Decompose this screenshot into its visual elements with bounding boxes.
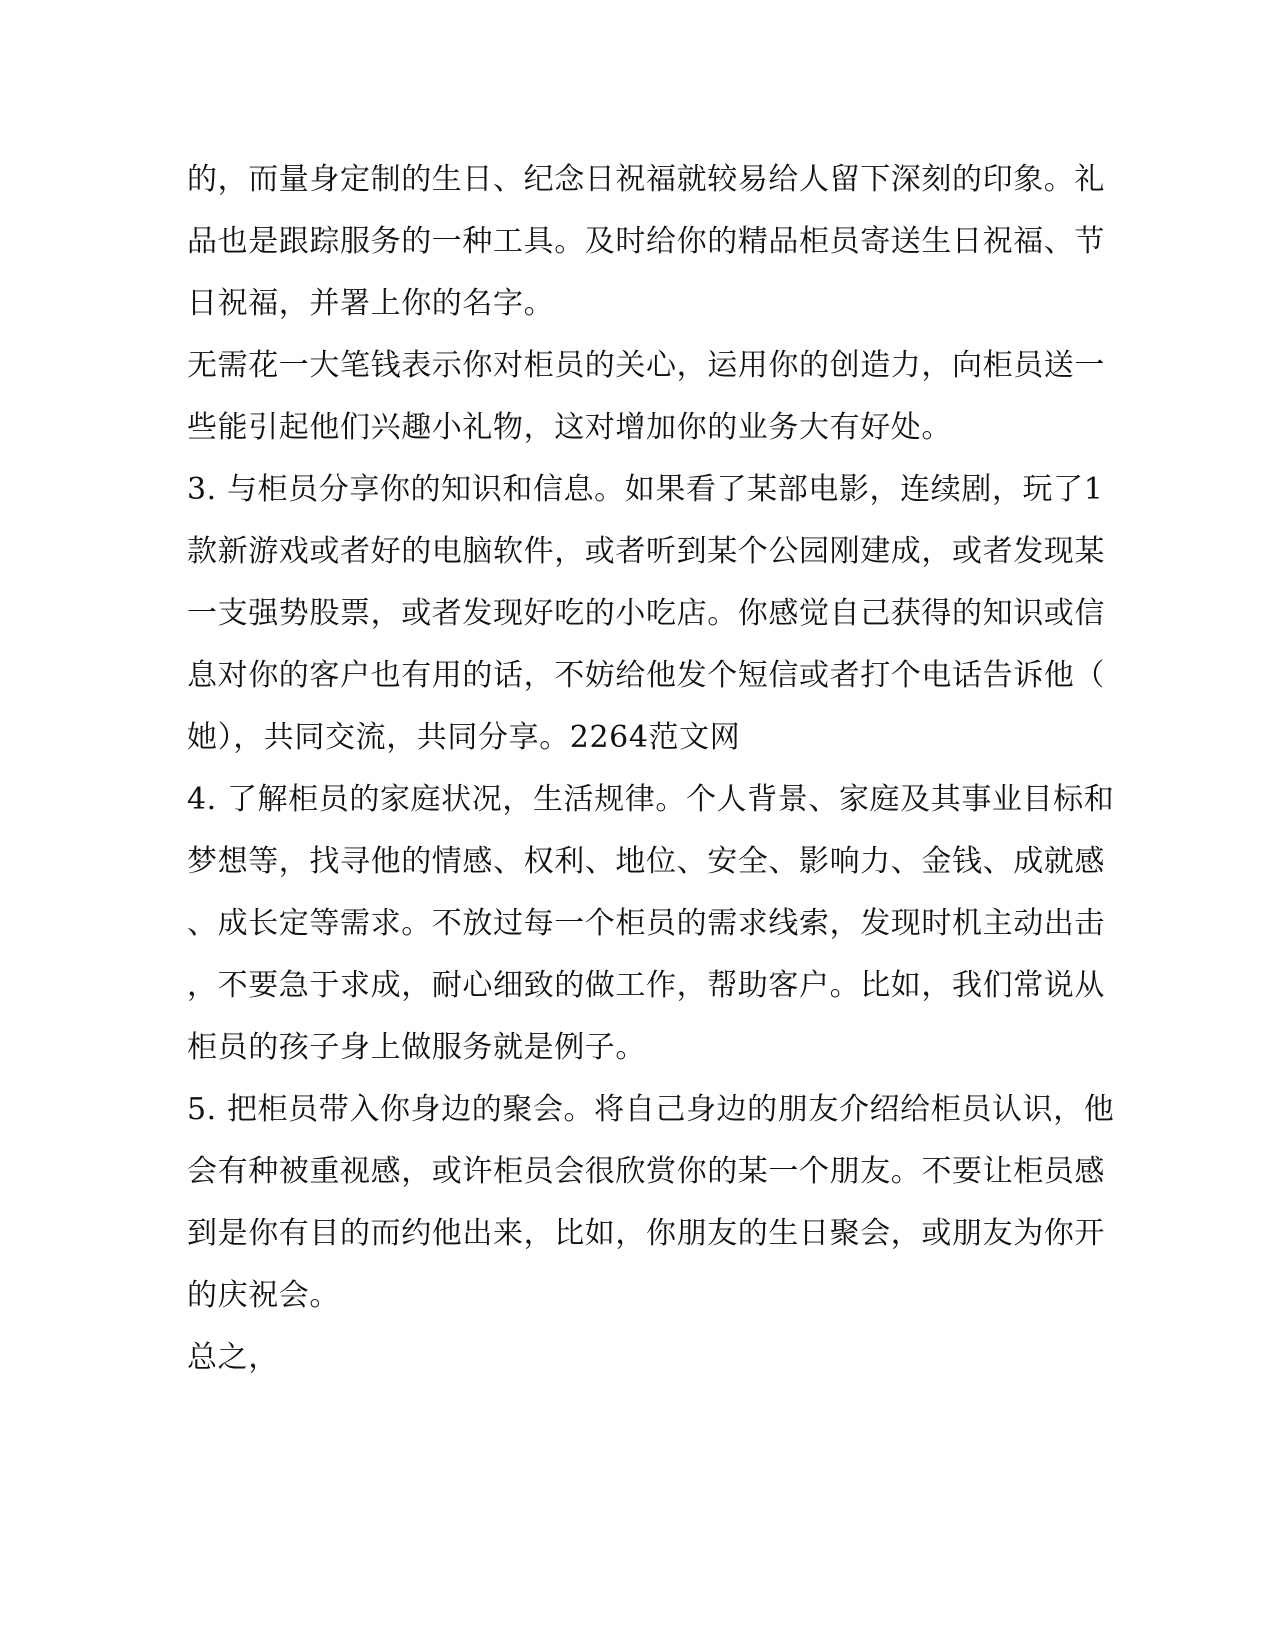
text-line: 到是你有目的而约他出来，比如，你朋友的生日聚会，或朋友为你开: [187, 1216, 1105, 1251]
text-line: 的，而量身定制的生日、纪念日祝福就较易给人留下深刻的印象。礼: [187, 162, 1105, 197]
text-line: ，不要急于求成，耐心细致的做工作，帮助客户。比如，我们常说从: [187, 968, 1105, 1003]
text-line: 一支强势股票，或者发现好吃的小吃店。你感觉自己获得的知识或信: [187, 596, 1105, 631]
text-line: 些能引起他们兴趣小礼物，这对增加你的业务大有好处。: [187, 410, 952, 445]
text-line: 无需花一大笔钱表示你对柜员的关心，运用你的创造力，向柜员送一: [187, 348, 1105, 383]
text-line: 5. 把柜员带入你身边的聚会。将自己身边的朋友介绍给柜员认识，他: [187, 1092, 1115, 1127]
text-line: 品也是跟踪服务的一种工具。及时给你的精品柜员寄送生日祝福、节: [187, 224, 1105, 259]
text-line: 总之，: [187, 1340, 279, 1375]
text-line: 她），共同交流，共同分享。2264范文网: [187, 720, 741, 755]
text-line: 、成长定等需求。不放过每一个柜员的需求线索，发现时机主动出击: [187, 906, 1105, 941]
text-line: 息对你的客户也有用的话，不妨给他发个短信或者打个电话告诉他（: [187, 658, 1105, 693]
text-line: 4. 了解柜员的家庭状况，生活规律。个人背景、家庭及其事业目标和: [187, 782, 1115, 817]
text-line: 款新游戏或者好的电脑软件，或者听到某个公园刚建成，或者发现某: [187, 534, 1105, 569]
text-line: 3. 与柜员分享你的知识和信息。如果看了某部电影，连续剧，玩了1: [187, 472, 1104, 507]
text-line: 柜员的孩子身上做服务就是例子。: [187, 1030, 646, 1065]
text-line: 的庆祝会。: [187, 1278, 340, 1313]
text-line: 会有种被重视感，或许柜员会很欣赏你的某一个朋友。不要让柜员感: [187, 1154, 1105, 1189]
text-line: 日祝福，并署上你的名字。: [187, 286, 555, 321]
text-line: 梦想等，找寻他的情感、权利、地位、安全、影响力、金钱、成就感: [187, 844, 1105, 879]
